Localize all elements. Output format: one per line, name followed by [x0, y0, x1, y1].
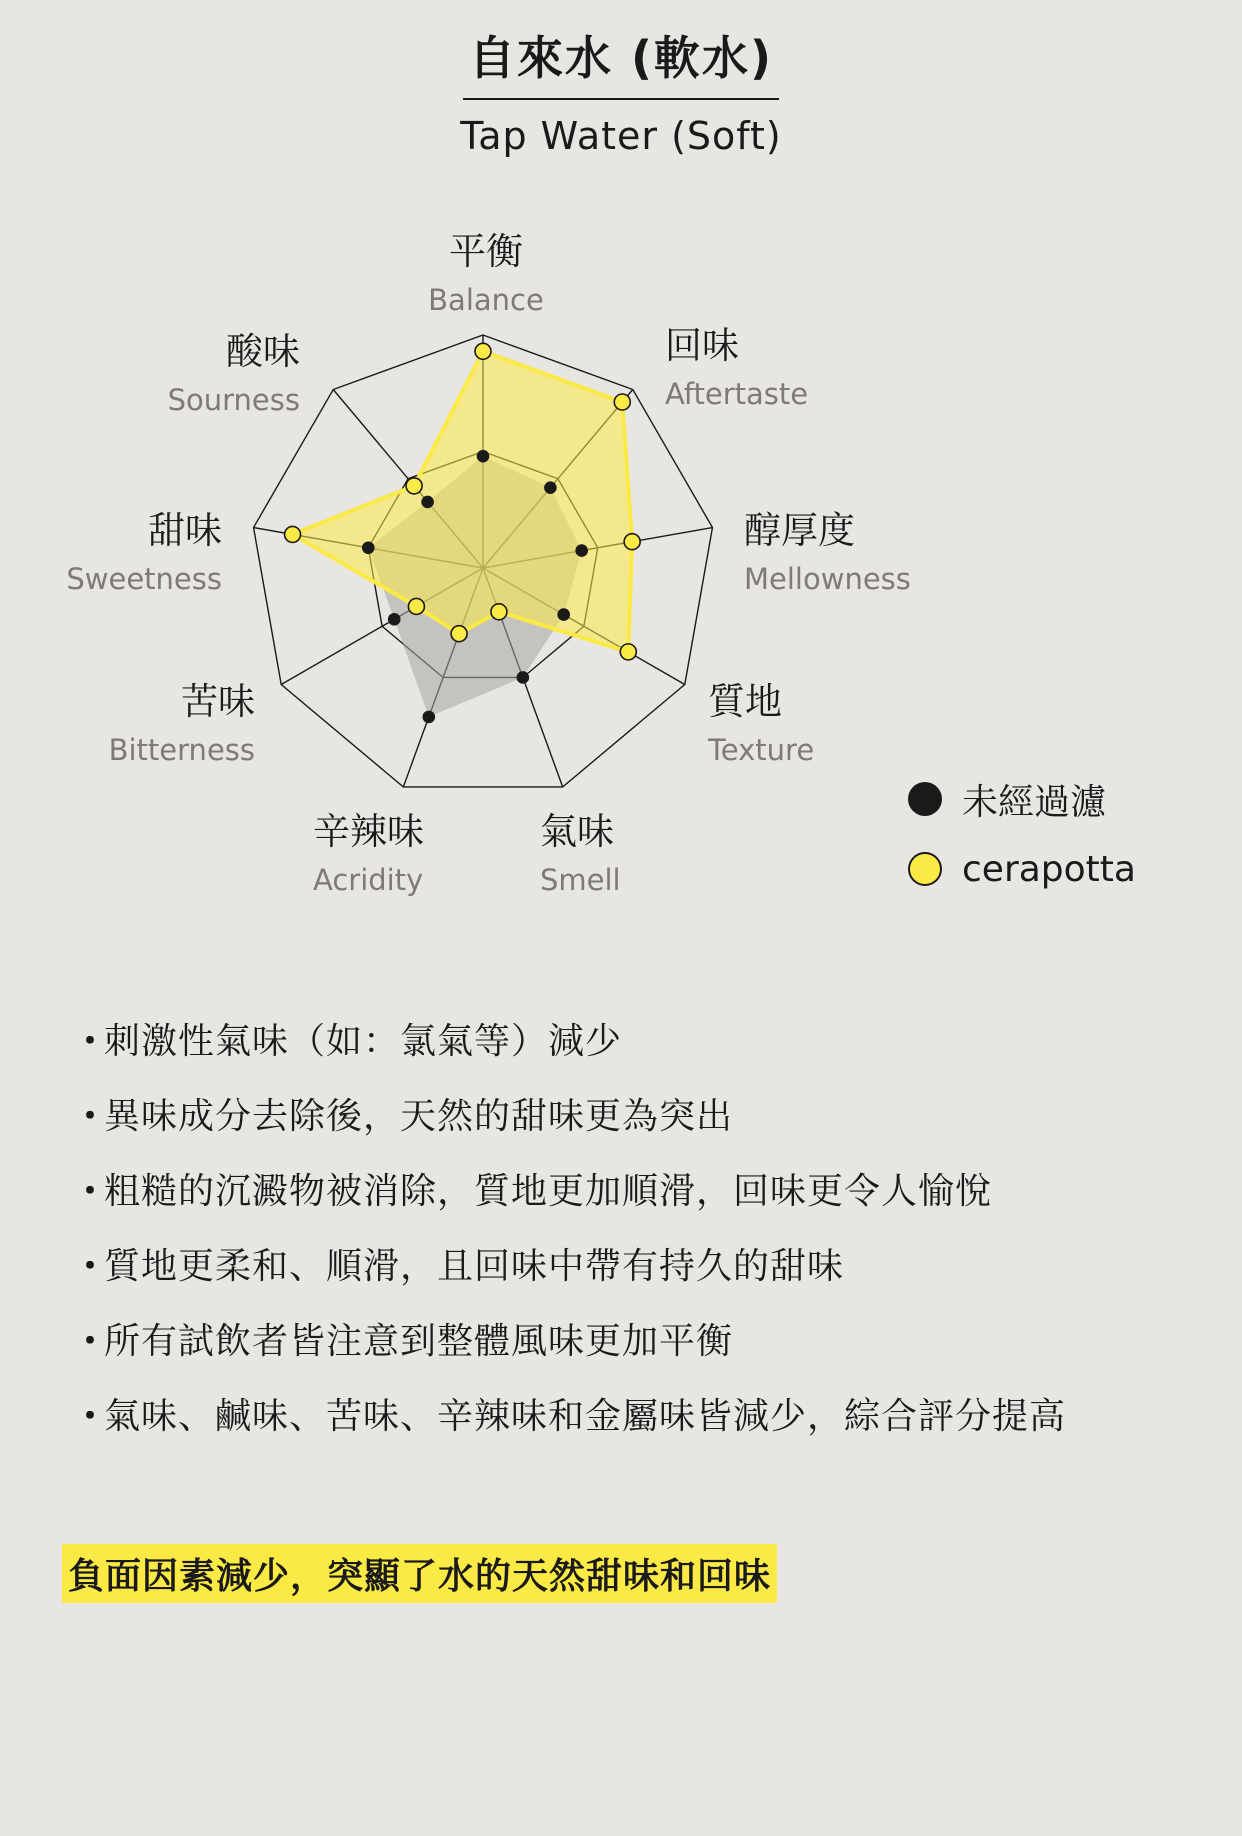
data-point-series-1	[408, 598, 424, 614]
bullet-icon: ・	[72, 1021, 110, 1062]
data-point-series-0	[517, 672, 528, 683]
note-text: 所有試飲者皆注意到整體風味更加平衡	[104, 1321, 734, 1362]
note-text: 氣味、鹹味、苦味、辛辣味和金屬味皆減少，綜合評分提高	[104, 1396, 1067, 1437]
data-point-series-0	[576, 545, 587, 556]
data-point-series-0	[422, 496, 433, 507]
bullet-icon: ・	[72, 1396, 110, 1437]
axis-label-zh: 醇厚度	[744, 509, 855, 552]
axis-label-zh: 辛辣味	[313, 810, 424, 853]
list-item	[72, 1093, 1222, 1168]
axis-label-zh: 酸味	[226, 330, 300, 373]
bullet-icon: ・	[72, 1246, 110, 1287]
data-point-series-0	[389, 614, 400, 625]
data-point-series-1	[614, 394, 630, 410]
list-item	[72, 1318, 1222, 1393]
axis-label-en: Acridity	[313, 863, 424, 897]
axis-label-en: Aftertaste	[665, 377, 809, 411]
legend-dot-yellow-icon	[908, 852, 942, 886]
note-text: 刺激性氣味（如：氯氣等）減少	[104, 1021, 623, 1062]
radar-series	[285, 343, 641, 722]
axis-label-en: Mellowness	[744, 562, 911, 596]
bullet-icon: ・	[72, 1096, 110, 1137]
title-chinese: 自來水 (軟水)	[463, 22, 779, 100]
data-point-series-1	[620, 644, 636, 660]
legend-item-cerapotta	[908, 846, 1136, 892]
axis-label-en: Texture	[708, 733, 815, 767]
data-point-series-0	[558, 609, 569, 620]
note-text: 粗糙的沉澱物被消除，質地更加順滑，回味更令人愉悅	[104, 1171, 993, 1212]
data-point-series-0	[363, 542, 374, 553]
note-text: 異味成分去除後，天然的甜味更為突出	[104, 1096, 734, 1137]
legend-item-unfiltered	[908, 776, 1136, 822]
note-text: 質地更柔和、順滑，且回味中帶有持久的甜味	[104, 1246, 845, 1287]
axis-label-en: Sweetness	[66, 562, 222, 596]
axis-label-zh: 苦味	[181, 680, 255, 723]
bullet-icon: ・	[72, 1321, 110, 1362]
axis-label-zh: 甜味	[148, 509, 222, 552]
axis-label-en: Balance	[428, 283, 544, 317]
list-item	[72, 1018, 1222, 1093]
data-point-series-1	[451, 626, 467, 642]
legend-label-cerapotta: cerapotta	[962, 848, 1136, 890]
data-point-series-1	[475, 343, 491, 359]
data-point-series-1	[285, 526, 301, 542]
axis-label-zh: 回味	[665, 324, 739, 367]
series-area-1	[293, 351, 633, 652]
data-point-series-0	[423, 711, 434, 722]
axis-label-en: Bitterness	[108, 733, 255, 767]
axis-label-zh: 質地	[708, 680, 782, 723]
legend	[908, 776, 1136, 916]
data-point-series-1	[406, 478, 422, 494]
data-point-series-0	[545, 482, 556, 493]
data-point-series-0	[478, 451, 489, 462]
bullet-icon: ・	[72, 1171, 110, 1212]
data-point-series-1	[624, 534, 640, 550]
axis-label-zh: 平衡	[449, 230, 523, 273]
title-english: Tap Water (Soft)	[460, 114, 782, 158]
legend-dot-black-icon	[908, 782, 942, 816]
axis-label-en: Smell	[540, 863, 621, 897]
axis-label-zh: 氣味	[540, 810, 614, 853]
list-item	[72, 1243, 1222, 1318]
highlight-summary: 負面因素減少，突顯了水的天然甜味和回味	[62, 1544, 777, 1603]
legend-label-unfiltered: 未經過濾	[962, 781, 1107, 823]
axis-label-en: Sourness	[167, 383, 300, 417]
list-item	[72, 1168, 1222, 1243]
data-point-series-1	[491, 604, 507, 620]
list-item	[72, 1393, 1222, 1468]
notes-list	[72, 1018, 1222, 1468]
